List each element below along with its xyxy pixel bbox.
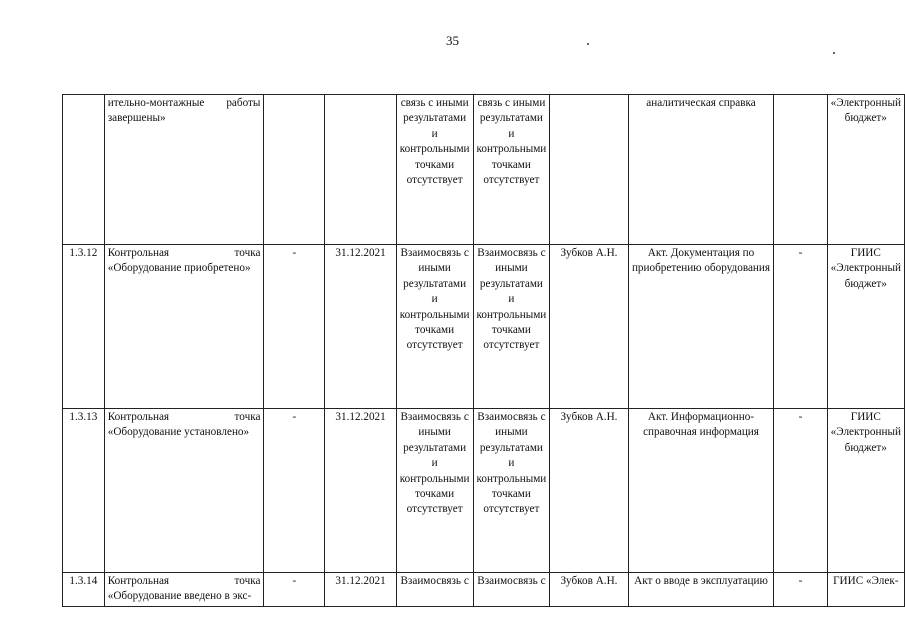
relation-cell-2: Взаимосвязь с xyxy=(473,573,550,607)
table-row xyxy=(63,95,905,245)
due-date: 31.12.2021 xyxy=(325,573,396,607)
relation-cell-2: связь с иными результатами и контрольными точками отсутствует xyxy=(473,95,550,245)
control-points-table xyxy=(62,94,905,607)
control-point-name: Контрольная точка «Оборудование установлено» xyxy=(104,409,264,573)
document-type: Акт о вводе в эксплуатацию xyxy=(628,573,774,607)
level-cell: - xyxy=(774,409,827,573)
relation-cell-2: Взаимосвязь с иными результатами и контрольными точками отсутствует xyxy=(473,245,550,409)
relation-cell-2: Взаимосвязь с иными результатами и контрольными точками отсутствует xyxy=(473,409,550,573)
table-row xyxy=(63,245,905,409)
mark-cell: - xyxy=(264,409,325,573)
due-date: 31.12.2021 xyxy=(325,245,396,409)
row-number xyxy=(63,95,105,245)
mark-cell: - xyxy=(264,245,325,409)
information-system: «Электронный бюджет» xyxy=(827,95,904,245)
responsible-person: Зубков А.Н. xyxy=(550,409,628,573)
responsible-person: Зубков А.Н. xyxy=(550,245,628,409)
responsible-person xyxy=(550,95,628,245)
mark-cell: - xyxy=(264,573,325,607)
mark-cell xyxy=(264,95,325,245)
table-row xyxy=(63,573,905,607)
row-number: 1.3.14 xyxy=(63,573,105,607)
scan-speck xyxy=(587,43,589,45)
relation-cell-1: связь с иными результатами и контрольными точками отсутствует xyxy=(396,95,473,245)
document-type: аналитическая справка xyxy=(628,95,774,245)
due-date: 31.12.2021 xyxy=(325,409,396,573)
responsible-person: Зубков А.Н. xyxy=(550,573,628,607)
relation-cell-1: Взаимосвязь с иными результатами и контрольными точками отсутствует xyxy=(396,245,473,409)
table-row xyxy=(63,409,905,573)
level-cell xyxy=(774,95,827,245)
relation-cell-1: Взаимосвязь с xyxy=(396,573,473,607)
due-date xyxy=(325,95,396,245)
document-type: Акт. Документация по приобретению оборудования xyxy=(628,245,774,409)
row-number: 1.3.12 xyxy=(63,245,105,409)
scan-speck xyxy=(833,52,835,54)
information-system: ГИИС «Электронный бюджет» xyxy=(827,409,904,573)
document-type: Акт. Информационно-справочная информация xyxy=(628,409,774,573)
page-number: 35 xyxy=(446,33,459,48)
control-point-name: Контрольная точка «Оборудование приобретено» xyxy=(104,245,264,409)
control-point-name: ительно-монтажные работы завершены» xyxy=(104,95,264,245)
row-number: 1.3.13 xyxy=(63,409,105,573)
information-system: ГИИС «Электронный бюджет» xyxy=(827,245,904,409)
control-point-name: Контрольная точка «Оборудование введено в экс- xyxy=(104,573,264,607)
level-cell: - xyxy=(774,245,827,409)
relation-cell-1: Взаимосвязь с иными результатами и контрольными точками отсутствует xyxy=(396,409,473,573)
level-cell: - xyxy=(774,573,827,607)
information-system: ГИИС «Элек- xyxy=(827,573,904,607)
